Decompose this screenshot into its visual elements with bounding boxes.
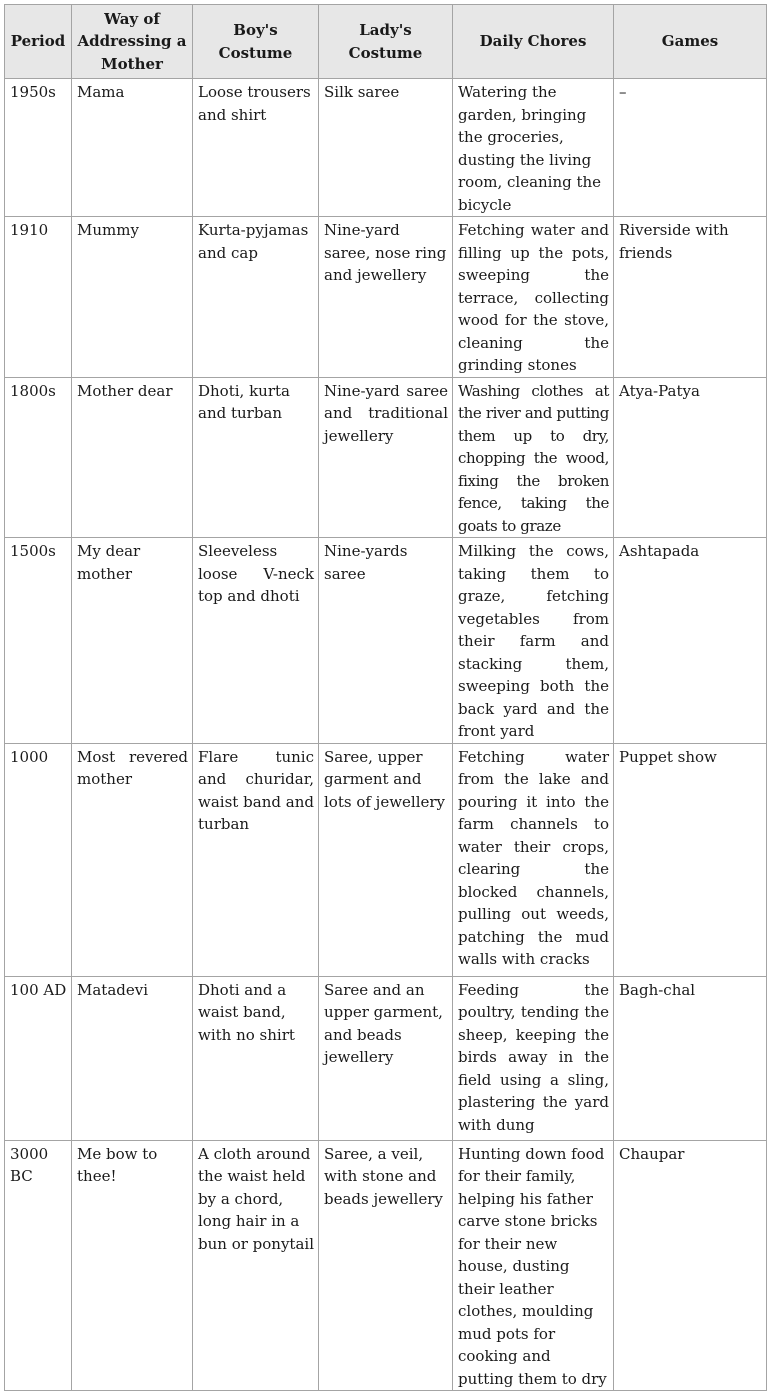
header-daily-chores: Daily Chores: [453, 5, 614, 79]
chores-cell: Fetching water and filling up the pots, sweeping the terrace, collecting wood for the stove, cleaning the grinding stones: [453, 217, 614, 378]
header-address: Way of Addressing a Mother: [72, 5, 193, 79]
header-games: Games: [614, 5, 767, 79]
period-cell: 1500s: [5, 538, 72, 744]
header-row: [5, 5, 767, 79]
games-cell: Ashtapada: [614, 538, 767, 744]
lady-costume-cell: Saree, upper garment and lots of jewellery: [319, 743, 453, 976]
lady-costume-cell: Nine-yard saree, nose ring and jewellery: [319, 217, 453, 378]
lady-costume-cell: Saree, a veil, with stone and beads jewellery: [319, 1140, 453, 1391]
address-cell: My dear mother: [72, 538, 193, 744]
period-cell: 1910: [5, 217, 72, 378]
chores-cell: Milking the cows, taking them to graze, fetching vegetables from their farm and stacking them, sweeping both the back yard and the front yard: [453, 538, 614, 744]
chores-cell: Watering the garden, bringing the groceries, dusting the living room, cleaning the bicycle: [453, 79, 614, 217]
table-row: [5, 743, 767, 976]
table-row: [5, 538, 767, 744]
boy-costume-cell: Sleeveless loose V-neck top and dhoti: [193, 538, 319, 744]
boy-costume-cell: A cloth around the waist held by a chord, long hair in a bun or ponytail: [193, 1140, 319, 1391]
period-cell: 1950s: [5, 79, 72, 217]
chores-cell: Feeding the poultry, tending the sheep, keeping the birds away in the field using a sling, plastering the yard with dung: [453, 976, 614, 1140]
games-cell: Bagh-chal: [614, 976, 767, 1140]
address-cell: Me bow to thee!: [72, 1140, 193, 1391]
boy-costume-cell: Dhoti, kurta and turban: [193, 377, 319, 538]
games-cell: Riverside with friends: [614, 217, 767, 378]
chores-cell: Washing clothes at the river and putting them up to dry, chopping the wood, fixing the broken fence, taking the goats to graze: [453, 377, 614, 538]
address-cell: Matadevi: [72, 976, 193, 1140]
address-cell: Mother dear: [72, 377, 193, 538]
boy-costume-cell: Loose trousers and shirt: [193, 79, 319, 217]
period-cell: 100 AD: [5, 976, 72, 1140]
table-row: [5, 1140, 767, 1391]
lady-costume-cell: Nine-yards saree: [319, 538, 453, 744]
history-table: [4, 4, 767, 1391]
period-cell: 3000 BC: [5, 1140, 72, 1391]
table-row: [5, 976, 767, 1140]
boy-costume-cell: Flare tunic and churidar, waist band and turban: [193, 743, 319, 976]
address-cell: Mama: [72, 79, 193, 217]
games-cell: –: [614, 79, 767, 217]
lady-costume-cell: Silk saree: [319, 79, 453, 217]
boy-costume-cell: Kurta-pyjamas and cap: [193, 217, 319, 378]
table-row: [5, 217, 767, 378]
address-cell: Most revered mother: [72, 743, 193, 976]
header-boy-costume: Boy's Costume: [193, 5, 319, 79]
period-cell: 1800s: [5, 377, 72, 538]
chores-cell: Hunting down food for their family, helping his father carve stone bricks for their new house, dusting their leather clothes, moulding mud pots for cooking and putting them to dry: [453, 1140, 614, 1391]
games-cell: Chaupar: [614, 1140, 767, 1391]
table-row: [5, 79, 767, 217]
header-period: Period: [5, 5, 72, 79]
boy-costume-cell: Dhoti and a waist band, with no shirt: [193, 976, 319, 1140]
address-cell: Mummy: [72, 217, 193, 378]
period-cell: 1000: [5, 743, 72, 976]
games-cell: Atya-Patya: [614, 377, 767, 538]
games-cell: Puppet show: [614, 743, 767, 976]
chores-cell: Fetching water from the lake and pouring it into the farm channels to water their crops, clearing the blocked channels, pulling out weeds, patching the mud walls with cracks: [453, 743, 614, 976]
table-row: [5, 377, 767, 538]
header-lady-costume: Lady's Costume: [319, 5, 453, 79]
lady-costume-cell: Nine-yard saree and traditional jewellery: [319, 377, 453, 538]
lady-costume-cell: Saree and an upper garment, and beads jewellery: [319, 976, 453, 1140]
